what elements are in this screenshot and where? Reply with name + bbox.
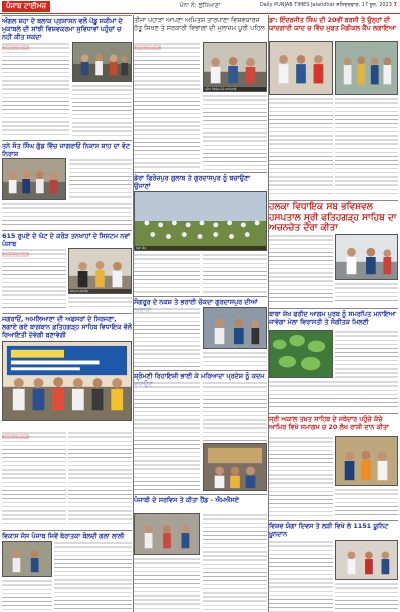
article-body bbox=[203, 381, 267, 441]
column-3-lower bbox=[269, 200, 398, 612]
article-headline: ਹਲਕਾ ਵਿਧਾਇਕ ਸਬ ਭਵਿਸ਼ਵਲ ਹਸਪਤਾਲ ਸ੍ਰੀ ਫਤਿਹਗੜ੍ਹ ਸਾਹਿਬ ਦਾ ਅਚਨਚੇਤ ਦੌਰਾ ਕੀਤਾ bbox=[269, 202, 397, 233]
article-body bbox=[2, 431, 66, 527]
article-body bbox=[2, 202, 132, 228]
article-14 bbox=[269, 413, 398, 431]
article-body bbox=[269, 436, 333, 516]
religious-gathering-photo-icon bbox=[336, 437, 397, 485]
article-photo bbox=[2, 341, 132, 421]
article-photo bbox=[2, 158, 66, 200]
article-headline: ਵਿਕਾਸ ਜੱਸ ਪੰਜਾਬ ਜਿਵੇਂ ਬੇਰਾਤਕਾ ਬੋਲਦੀ ਗਲਾ ਲਾਲੀ bbox=[2, 530, 132, 548]
meeting-photo-icon bbox=[204, 43, 266, 91]
article-headline: ਪੰਜਾਬੀ ਦੇ ਸਰਵਿਸ ਤੇ ਕੀਤਾ ਹੈਂਡ - ਐਮਐਸਏ bbox=[134, 494, 267, 504]
article-body bbox=[2, 579, 52, 612]
article-photo bbox=[72, 42, 132, 82]
article-headline: ਸ਼੍ਰੋਮਣੀ ਰਿਹਾਇਸ਼ੀ ਭਾਈ ਕੇ ਮਰਿਆਦਾ ਪ੍ਰਦੇਸ਼ ਨੂੰ ਕਦਮ bbox=[134, 370, 267, 388]
photo-caption: ਯੋਗਾ ਕੈਂਪ bbox=[135, 246, 266, 250]
article-photo bbox=[335, 234, 398, 280]
blood-donation-photo-icon bbox=[336, 541, 397, 579]
article-headline: ਡਾ: ਇੰਦਰਜੀਤ ਸਿੰਘ ਦੀ 20ਵੀਂ ਬਰਸੀ ਤੇ ਉਨ੍ਹਾਂ ਦੀ ਯਾਦਗਾਰੀ ਯਾਦ ਚ ਵਿੱਚ ਮੁਫਤ ਮੈਡੀਕਲ ਕੈਂਪ ਲਗਾਇਆ bbox=[269, 16, 396, 32]
article-body bbox=[203, 351, 267, 367]
article-body bbox=[68, 431, 132, 527]
medical-camp-photo-icon bbox=[270, 42, 332, 94]
article-6 bbox=[134, 15, 267, 32]
ceremony-photo-icon bbox=[69, 249, 131, 293]
masthead bbox=[0, 0, 400, 14]
page-location: ਪੰਨਾ ਨੰ: ਲੁਧਿਆਣਾ bbox=[179, 2, 221, 9]
article-photo bbox=[335, 540, 398, 580]
group-photo-icon bbox=[336, 42, 397, 94]
article-headline: ਤੀਜਾ ਪਹਾੜਾ ਆਪਣਾ ਅਮਿਤਸ਼ ਤਾਰਪਾਣਾ ਵਿਸ਼ਵਕਾਰਜ ਹੱਤੂ ਸਿਖਣ ਤੇ ਸਰਕਾਰੀ ਵਿਭਾਗਾਂ ਦੀ ਮੁਲਾਜ਼ਮ ਪੂਰੀ ਪਹਿਲ bbox=[134, 16, 265, 32]
article-body bbox=[203, 513, 267, 612]
plants-photo-icon bbox=[270, 331, 332, 377]
article-headline: ਬਾਬਾ ਸ਼ੇਖ ਫਰੀਦ ਆਗਮ ਪੁਰਬ ਨੂੰ ਸਮਰਪਿਤ ਮਨਾਇਆ ਜਾਵੇਗਾ ਮੇਲਾ ਵਿਰਾਸਤੀ ਤੇ ਸੰਗੀਤਕ ਮਿਲਣੀ bbox=[269, 308, 398, 326]
article-photo bbox=[269, 41, 333, 95]
article-headline: ਸੰਗਰੂਰ ਦੇ ਨਕਸ਼ ਤੇ ਭਰਾਈ ਚੱਕਦਾ ਗੁਰਦਾਸਪੁਰ ਦੀਆਂ bbox=[134, 296, 267, 314]
article-body bbox=[335, 488, 398, 516]
stage-photo-icon bbox=[204, 444, 266, 490]
article-headline: ਅੰਗਲ ਸ਼ਹਾ ਦੇ ਬਲਾਕ ਪ੍ਰਸ਼ਾਸਨ ਵਲੋਂ ਪੇਂਡੂ ਸਕੀਮਾਂ ਦੇ ਮੁਕਾਬਲੇ ਦੀ ਸਾਂਝੀ ਵਿਸ਼ਵਕਰਮਾ ਸੁਵਿਧਾਵਾਂ ਪਹੁੰਚਾਂ ਚ ਨਹੀਂ ਕੀਤ ਸਕਦਾ bbox=[2, 15, 132, 41]
article-photo bbox=[335, 41, 398, 95]
article-10 bbox=[134, 494, 267, 504]
column-divider bbox=[133, 15, 134, 612]
yoga-photo-icon bbox=[135, 192, 266, 250]
article-body bbox=[2, 248, 66, 310]
article-body bbox=[269, 97, 333, 197]
article-photo bbox=[134, 513, 200, 555]
column-divider bbox=[268, 15, 269, 612]
article-body bbox=[134, 381, 200, 491]
article-body bbox=[134, 42, 200, 170]
article-body bbox=[269, 234, 333, 304]
article-headline: ਵਿਸ਼ਵ ਯੋਗਾ ਦਿਵਸ ਤੇ ਲੜੀ ਵਿਖੇ ਲੇ 1151 ਯੂਨਿਟ ਖੂਨਦਾਨ bbox=[269, 520, 398, 538]
article-headline: 615 ਰੁਪਏ ਦੇ ਘੱਟ ਦੇ ਕਰੋੜ ਤਨਖਾਹਾਂ ਦੇ ਸਿਸਟਮ ਨਵਾਂ ਪੰਜਾਬ bbox=[2, 232, 131, 248]
article-photo bbox=[269, 330, 333, 378]
article-body bbox=[269, 380, 398, 410]
article-body bbox=[203, 253, 267, 293]
article-13 bbox=[269, 308, 398, 326]
group-photo-icon bbox=[3, 159, 65, 199]
banner-event-photo-icon bbox=[3, 342, 131, 420]
article-body bbox=[54, 541, 132, 612]
people-photo-icon bbox=[204, 308, 266, 348]
people-photo-icon bbox=[3, 542, 51, 576]
article-headline: ਸ੍ਰੀ ਅਕਾਲ ਤਖ਼ਤ ਸਾਹਿਬ ਦੇ ਜਥੇਦਾਰ ਪਹੁੰਚੇ ਕੱਚੇ ਆਮਿਰ ਵਿਖੇ ਸਮਾਗਮ ਚ 20 ਲੱਖ ਰਾਸ਼ੀ ਦਾਨ ਕੀਤਾ bbox=[269, 413, 398, 431]
article-body bbox=[134, 557, 200, 612]
article-body bbox=[69, 158, 132, 200]
column-1 bbox=[2, 15, 132, 612]
article-body bbox=[72, 84, 132, 137]
article-photo bbox=[134, 191, 267, 251]
article-4 bbox=[2, 313, 132, 339]
article-headline: ਡੇਰਾ ਫਿਰੋਜ਼ਪੁਰ ਗੁਲਾਬ ਤੇ ਗੁਰਦਾਸਪੁਰ ਨੂੰ ਬਚਾਉਣਾ ਉਜਾਣਾਂ bbox=[134, 172, 267, 190]
article-body bbox=[134, 307, 200, 367]
article-body bbox=[335, 330, 398, 378]
photo-caption: ਸਨਮਾਨ ਸਮਾਰੋਹ bbox=[69, 289, 131, 293]
article-headline: ਜਗਰਾਓਂ, ਅਮਲਿਆਣਾ ਦੀ ਅਫਸਰਾਂ ਦੇ ਸਿਰਜਣਾ, ਲਗਾਏ ਗਏ ਬਾਗਬਾਨ ਫ਼ਤਿਹਗੜ੍ਹ ਸਾਹਿਬ ਵਿਧਾਇਕ ਵੱਲੋਂ ਰਿਆਇਤੀ ਦੇਵੇਗੀ ਬਣਾਵੇਗੀ bbox=[2, 315, 132, 339]
group-photo-icon bbox=[135, 514, 199, 554]
article-photo bbox=[203, 42, 267, 92]
article-photo bbox=[203, 443, 267, 491]
people-photo-icon bbox=[73, 43, 131, 81]
article-photo bbox=[335, 436, 398, 486]
masthead-date: Daily PUNJAB TIMES Jalandhar ਸ਼ਨਿਚਰਵਾਰ, 17 ਜੂਨ, 2023 7 bbox=[259, 2, 397, 8]
article-15 bbox=[269, 520, 398, 538]
article-11 bbox=[269, 15, 398, 32]
column-2 bbox=[134, 15, 267, 612]
article-body bbox=[134, 253, 200, 293]
article-body bbox=[335, 582, 398, 612]
article-photo bbox=[68, 248, 132, 294]
hospital-visit-photo-icon bbox=[336, 235, 397, 279]
article-body bbox=[2, 42, 69, 137]
article-body bbox=[68, 296, 132, 310]
photo-caption: ਪ੍ਰੈਸ ਰਿਲੀਜ਼ ਮੌਕੇ ਅਧਿਕਾਰੀ bbox=[204, 87, 266, 91]
newspaper-logo: ਪੰਜਾਬ ਟਾਈਮਜ਼ bbox=[2, 1, 50, 12]
article-body bbox=[269, 540, 333, 612]
article-photo bbox=[2, 541, 52, 577]
article-headline: ਤਨੇ ਸੰਤ ਸਿੰਘ ਗੁੱਡ ਵਿੱਚ ਜਾਗਰਾਓਂ ਨਿਕਾਸ ਸ਼ਾਹ ਦਾ ਵੋਟ ਨਿਰਾਸ਼ bbox=[2, 140, 132, 158]
article-body bbox=[335, 282, 398, 304]
article-12 bbox=[269, 200, 398, 234]
article-body bbox=[203, 94, 267, 170]
article-body bbox=[335, 97, 398, 197]
article-photo bbox=[203, 307, 267, 349]
